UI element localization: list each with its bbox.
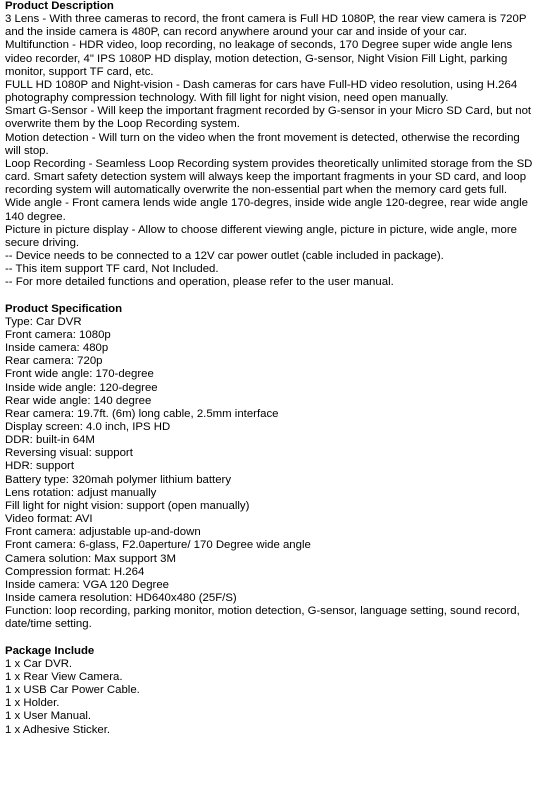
description-paragraph: Wide angle - Front camera lends wide angle 170-degres, inside wide angle 120-degree, rear wide angle 140 degree. (5, 197, 529, 223)
description-paragraph: Motion detection - Will turn on the video when the front movement is detected, otherwise the recording will stop. (5, 131, 520, 157)
description-paragraph: FULL HD 1080P and Night-vision - Dash cameras for cars have Full-HD video resolution, using H.264 photography compression technology. With fill light for night vision, need open manually. (5, 78, 518, 105)
specification-list (5, 316, 536, 632)
description-paragraph: Loop Recording - Seamless Loop Recording system provides theoretically unlimited storage from the SD card. Smart safety detection system will always keep the important fragments in your SD card, and loop recording system will automatically overwrite the non-essential part when the memory card gets full. (5, 157, 533, 197)
package-include-section (5, 645, 536, 737)
description-paragraph: Picture in picture display - Allow to choose different viewing angle, picture in picture, wide angle, more secure driving. (5, 223, 518, 249)
product-description-section (5, 0, 536, 289)
spec-item: Front wide angle: 170-degree (5, 368, 154, 381)
spec-item: Type: Car DVR (5, 315, 82, 328)
package-item: 1 x Adhesive Sticker. (5, 723, 111, 736)
spec-item: Video format: AVI (5, 513, 93, 526)
spec-item: HDR: support (5, 460, 75, 473)
description-paragraph: -- For more detailed functions and operation, please refer to the user manual. (5, 276, 394, 289)
spec-item: Inside wide angle: 120-degree (5, 381, 158, 394)
spec-item: Reversing visual: support (5, 447, 133, 460)
spec-item: Front camera: 1080p (5, 328, 111, 341)
section-spacer (5, 631, 536, 644)
package-list (5, 658, 536, 737)
spec-item: Lens rotation: adjust manually (5, 486, 157, 499)
product-description-heading: Product Description (5, 0, 114, 12)
description-paragraph: Multifunction - HDR video, loop recording, no leakage of seconds, 170 Degree super wide angle lens video recorder, 4" IPS 1080P HD display, motion detection, G-sensor, Night Vision Fill Light, parking monitor, support TF card, etc. (5, 39, 513, 78)
description-paragraph: -- Device needs to be connected to a 12V car power outlet (cable included in package). (5, 249, 444, 262)
package-item: 1 x Rear View Camera. (5, 670, 123, 683)
product-specification-heading: Product Specification (5, 302, 123, 315)
spec-item: Fill light for night vision: support (open manually) (5, 499, 250, 512)
package-item: 1 x Holder. (5, 697, 60, 710)
spec-item: Rear camera: 720p (5, 355, 103, 368)
spec-item: Inside camera: 480p (5, 342, 109, 355)
spec-item: Inside camera resolution: HD640x480 (25F/S) (5, 592, 237, 605)
spec-item: DDR: built-in 64M (5, 434, 95, 447)
spec-item: Rear wide angle: 140 degree (5, 394, 152, 407)
spec-item: Compression format: H.264 (5, 565, 145, 578)
description-paragraph: -- This item support TF card, Not Included. (5, 263, 219, 276)
description-paragraph: 3 Lens - With three cameras to record, the front camera is Full HD 1080P, the rear view camera is 720P and the inside camera is 480P, can record anywhere around your car and inside of your car. (5, 13, 527, 39)
spec-item: Inside camera: VGA 120 Degree (5, 578, 169, 591)
package-include-heading: Package Include (5, 644, 95, 657)
spec-item: Display screen: 4.0 inch, IPS HD (5, 420, 171, 433)
spec-item: Camera solution: Max support 3M (5, 552, 176, 565)
spec-item: Front camera: adjustable up-and-down (5, 526, 201, 539)
description-paragraph: Smart G-Sensor - Will keep the important fragment recorded by G-sensor in your Micro SD Card, but not overwrite them by the Loop Recording system. (5, 105, 532, 131)
package-item: 1 x USB Car Power Cable. (5, 684, 140, 697)
package-item: 1 x Car DVR. (5, 657, 73, 670)
product-specification-section (5, 303, 536, 632)
spec-item: Function: loop recording, parking monitor, motion detection, G-sensor, language setting, sound record, date/time setting. (5, 605, 520, 631)
spec-item: Rear camera: 19.7ft. (6m) long cable, 2.5mm interface (5, 407, 279, 420)
product-description-paragraphs (5, 13, 536, 289)
spec-item: Front camera: 6-glass, F2.0aperture/ 170 Degree wide angle (5, 539, 311, 552)
section-spacer (5, 289, 536, 302)
spec-item: Battery type: 320mah polymer lithium battery (5, 473, 232, 486)
package-item: 1 x User Manual. (5, 710, 92, 723)
